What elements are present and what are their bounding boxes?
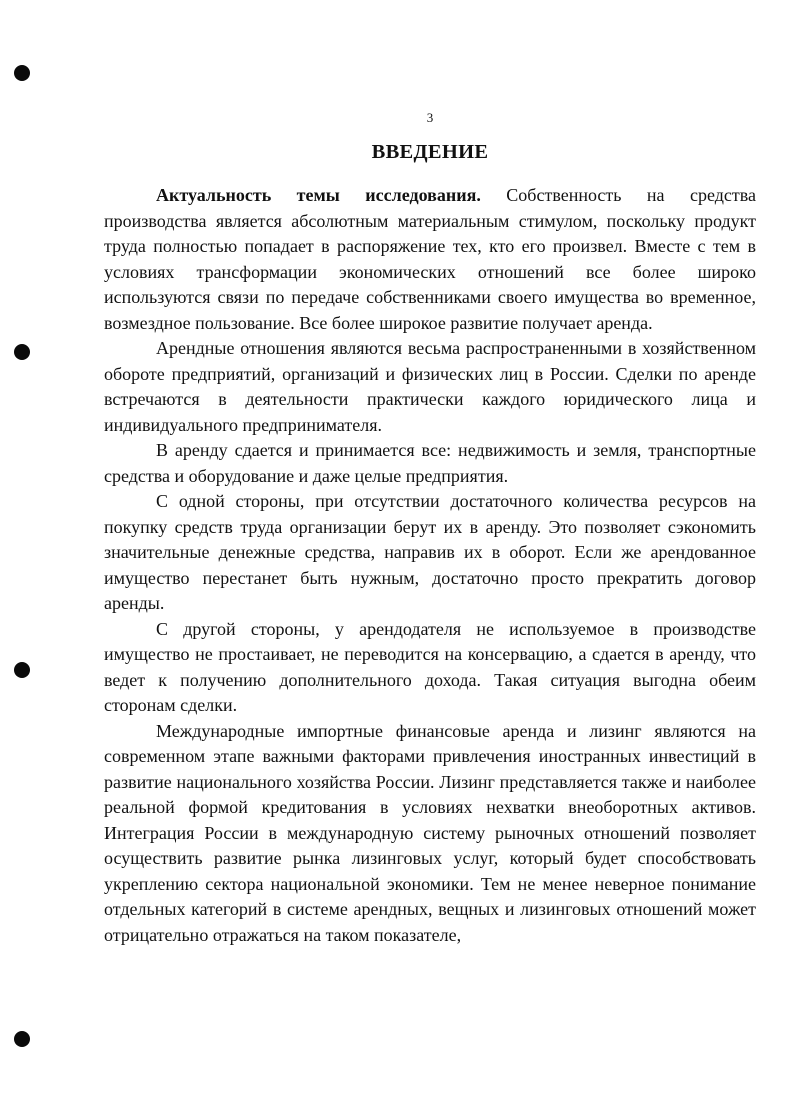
paragraph: Арендные отношения являются весьма распространенными в хозяйственном обороте предприятий, организаций и физических лиц в России. Сделки по аренде встречаются в деятельности практически каждого юридического лица и индивидуального предпринимателя.	[104, 338, 756, 435]
paragraph-lead: Актуальность темы исследования.	[156, 185, 481, 205]
binder-hole	[14, 662, 30, 678]
paragraph: С одной стороны, при отсутствии достаточного количества ресурсов на покупку средств труда организации берут их в аренду. Это позволяет сэкономить значительные денежные средства, направив их в оборот. Если же арендованное имущество перестанет быть нужным, достаточно просто прекратить договор аренды.	[104, 491, 756, 613]
binder-hole	[14, 1031, 30, 1047]
page-title: ВВЕДЕНИЕ	[371, 141, 489, 163]
paragraph: Международные импортные финансовые аренда и лизинг являются на современном этапе важными факторами привлечения иностранных инвестиций в развитие национального хозяйства России. Лизинг представляется также и наиболее реальной формой кредитования в условиях нехватки внеоборотных активов. Интеграция России в международную систему рыночных отношений позволяет осуществить развитие рынка лизинговых услуг, который будет способствовать укреплению сектора национальной экономики. Тем не менее неверное понимание отдельных категорий в системе арендных, вещных и лизинговых отношений может отрицательно отражаться на таком показателе,	[104, 720, 756, 945]
paragraph: В аренду сдается и принимается все: недвижимость и земля, транспортные средства и оборудование и даже целые предприятия.	[104, 440, 756, 486]
binder-hole	[14, 344, 30, 360]
document-body	[104, 183, 756, 948]
paragraph: С другой стороны, у арендодателя не используемое в производстве имущество не простаивает, не переводится на консервацию, а сдается в аренду, что ведет к получению дополнительного дохода. Такая ситуация выгодна обеим сторонам сделки.	[104, 618, 756, 715]
paragraph	[104, 183, 756, 336]
binder-hole	[14, 65, 30, 81]
paragraph-text: Собственность на средства производства является абсолютным материальным стимулом, поскольку продукт труда полностью попадает в распоряжение тех, кто его произвел. Вместе с тем в условиях трансформации экономических отношений все более широко используются связи по передаче собственниками своего имущества во временное, возмездное пользование. Все более широкое развитие получает аренда.	[104, 185, 757, 333]
page-number: 3	[426, 110, 434, 125]
